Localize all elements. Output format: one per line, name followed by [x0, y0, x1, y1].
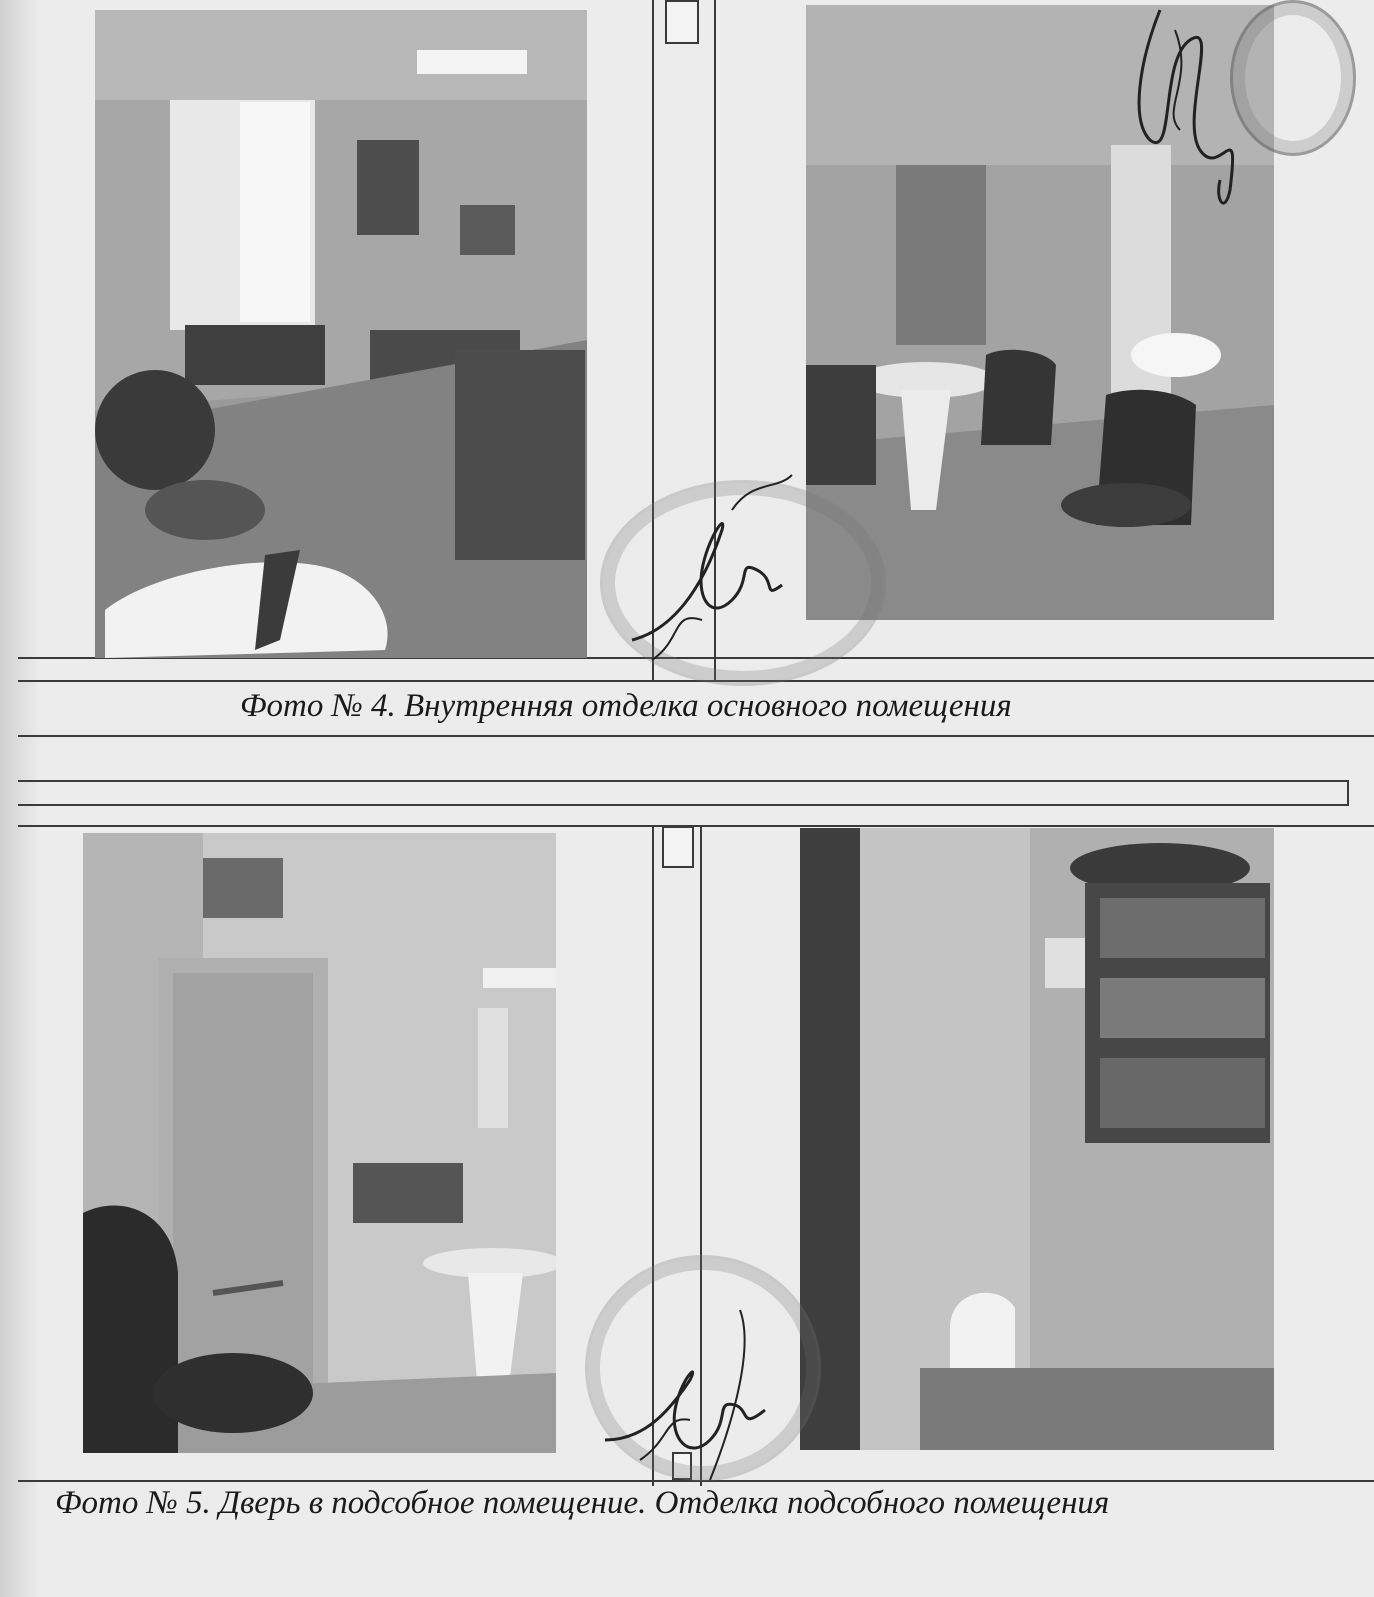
handwritten-signature — [590, 1290, 790, 1490]
page-shadow — [0, 0, 40, 1597]
frame-rule — [18, 804, 1348, 806]
frame-rule — [18, 735, 1374, 737]
photo-5-left-door — [83, 833, 556, 1453]
frame-rule — [18, 825, 1374, 827]
photo-4-caption: Фото № 4. Внутренняя отделка основного помещения — [240, 688, 1012, 724]
frame-marker — [662, 826, 694, 868]
frame-rule — [18, 780, 1348, 782]
photo-5-right-utility-room — [800, 828, 1274, 1450]
handwritten-signature — [612, 470, 812, 670]
handwritten-signature — [1120, 0, 1260, 230]
frame-divider — [1347, 780, 1349, 806]
photo-5-caption: Фото № 5. Дверь в подсобное помещение. Отделка подсобного помещения — [55, 1485, 1110, 1521]
frame-marker — [665, 0, 699, 44]
photo-4-left-salon-interior — [95, 10, 587, 658]
